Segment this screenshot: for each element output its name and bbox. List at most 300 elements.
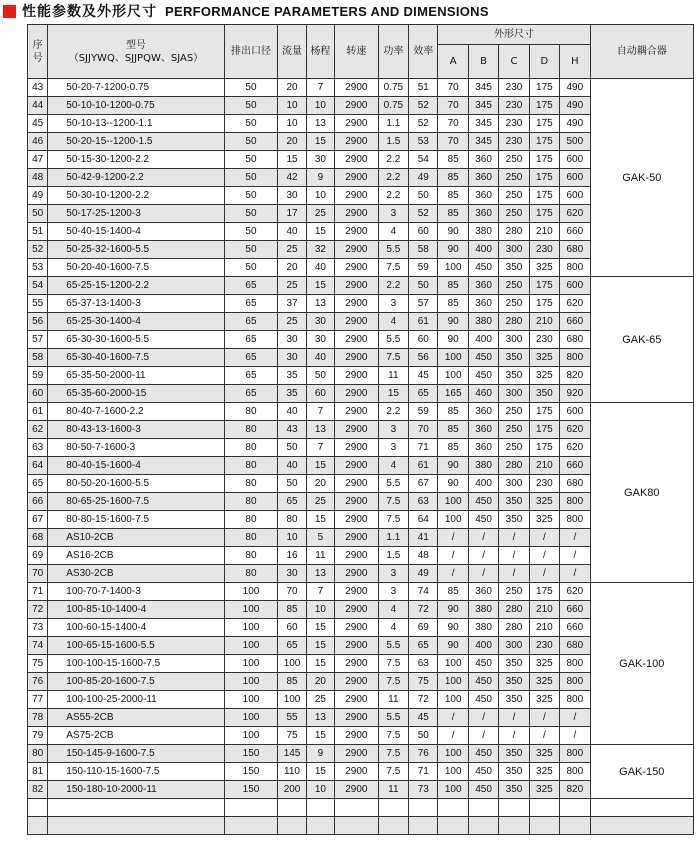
empty-row (28, 799, 694, 817)
cell-seq: 73 (28, 619, 48, 637)
cell-power: 7.5 (378, 763, 408, 781)
cell-dim-d: / (529, 547, 559, 565)
cell-dim-b: / (468, 547, 498, 565)
cell-seq: 54 (28, 277, 48, 295)
cell-model: AS10-2CB (48, 529, 224, 547)
cell-flow: 35 (278, 367, 306, 385)
cell-dim-c: 350 (499, 493, 529, 511)
cell-head: 13 (306, 421, 334, 439)
cell-power: 15 (378, 385, 408, 403)
cell-power: 2.2 (378, 187, 408, 205)
cell-dim-a: 90 (438, 313, 468, 331)
cell-dim-a: 100 (438, 763, 468, 781)
cell-flow: 85 (278, 673, 306, 691)
cell-efficiency: 75 (409, 673, 438, 691)
cell-dim-c: 250 (499, 439, 529, 457)
cell-dim-h: 800 (560, 691, 590, 709)
header-outlet: 排出口径 (224, 25, 278, 79)
cell-model: 100-100-15-1600-7.5 (48, 655, 224, 673)
cell-model: 50-30-10-1200-2.2 (48, 187, 224, 205)
cell-dim-h: 800 (560, 349, 590, 367)
cell-power: 7.5 (378, 511, 408, 529)
cell-dim-h: 680 (560, 637, 590, 655)
cell-flow: 20 (278, 259, 306, 277)
cell-efficiency: 59 (409, 403, 438, 421)
cell-dim-d: 325 (529, 367, 559, 385)
cell-dim-c: 350 (499, 367, 529, 385)
cell-dim-c: 250 (499, 403, 529, 421)
cell-dim-h: 680 (560, 331, 590, 349)
cell-dim-a: / (438, 727, 468, 745)
header-model (48, 25, 224, 79)
cell-speed: 2900 (335, 673, 379, 691)
cell-efficiency: 74 (409, 583, 438, 601)
cell-efficiency: 59 (409, 259, 438, 277)
cell-dim-b: 450 (468, 691, 498, 709)
cell-efficiency: 60 (409, 223, 438, 241)
cell-dim-h: 600 (560, 277, 590, 295)
cell-speed: 2900 (335, 529, 379, 547)
cell-model: 80-40-7-1600-2.2 (48, 403, 224, 421)
cell-head: 5 (306, 529, 334, 547)
cell-flow: 25 (278, 241, 306, 259)
cell-power: 0.75 (378, 97, 408, 115)
cell-dim-h: 800 (560, 493, 590, 511)
cell-power: 3 (378, 421, 408, 439)
cell-dim-a: 85 (438, 169, 468, 187)
cell-speed: 2900 (335, 637, 379, 655)
cell-outlet: 100 (224, 637, 278, 655)
empty-cell (306, 799, 334, 817)
title-english: PERFORMANCE PARAMETERS AND DIMENSIONS (165, 3, 489, 19)
cell-head: 20 (306, 475, 334, 493)
cell-flow: 50 (278, 475, 306, 493)
cell-efficiency: 70 (409, 421, 438, 439)
cell-dim-d: 325 (529, 673, 559, 691)
cell-dim-b: 450 (468, 349, 498, 367)
cell-dim-h: 490 (560, 79, 590, 97)
cell-outlet: 65 (224, 367, 278, 385)
cell-head: 25 (306, 205, 334, 223)
cell-dim-b: 360 (468, 403, 498, 421)
cell-model: 65-35-50-2000-11 (48, 367, 224, 385)
cell-dim-a: 70 (438, 115, 468, 133)
cell-seq: 46 (28, 133, 48, 151)
cell-model: 80-50-20-1600-5.5 (48, 475, 224, 493)
cell-outlet: 100 (224, 601, 278, 619)
cell-efficiency: 50 (409, 727, 438, 745)
empty-cell (278, 817, 306, 835)
cell-outlet: 50 (224, 133, 278, 151)
header-dims: 外形尺寸 (438, 25, 590, 45)
cell-dim-d: 230 (529, 637, 559, 655)
cell-seq: 82 (28, 781, 48, 799)
cell-speed: 2900 (335, 583, 379, 601)
cell-power: 7.5 (378, 493, 408, 511)
cell-dim-c: 300 (499, 475, 529, 493)
cell-dim-d: 175 (529, 169, 559, 187)
cell-seq: 72 (28, 601, 48, 619)
cell-flow: 200 (278, 781, 306, 799)
cell-dim-c: 350 (499, 511, 529, 529)
cell-dim-a: 100 (438, 673, 468, 691)
cell-speed: 2900 (335, 763, 379, 781)
cell-dim-h: 620 (560, 295, 590, 313)
cell-power: 2.2 (378, 277, 408, 295)
cell-dim-c: 350 (499, 763, 529, 781)
cell-dim-c: 250 (499, 205, 529, 223)
empty-cell (48, 817, 224, 835)
cell-dim-c: 350 (499, 745, 529, 763)
cell-dim-d: / (529, 565, 559, 583)
cell-seq: 69 (28, 547, 48, 565)
cell-dim-d: 175 (529, 79, 559, 97)
cell-head: 7 (306, 403, 334, 421)
cell-dim-h: 660 (560, 313, 590, 331)
cell-efficiency: 65 (409, 637, 438, 655)
cell-outlet: 50 (224, 205, 278, 223)
cell-dim-b: 345 (468, 133, 498, 151)
cell-power: 11 (378, 691, 408, 709)
cell-power: 3 (378, 439, 408, 457)
cell-efficiency: 53 (409, 133, 438, 151)
cell-seq: 60 (28, 385, 48, 403)
cell-dim-a: 90 (438, 619, 468, 637)
cell-dim-b: 450 (468, 745, 498, 763)
cell-head: 15 (306, 727, 334, 745)
cell-power: 1.5 (378, 547, 408, 565)
cell-dim-d: 175 (529, 403, 559, 421)
cell-dim-d: 175 (529, 583, 559, 601)
header-dim-b: B (468, 45, 498, 79)
cell-seq: 77 (28, 691, 48, 709)
cell-seq: 48 (28, 169, 48, 187)
table-row (28, 745, 694, 763)
cell-efficiency: 61 (409, 457, 438, 475)
cell-speed: 2900 (335, 547, 379, 565)
cell-seq: 74 (28, 637, 48, 655)
cell-head: 10 (306, 781, 334, 799)
cell-efficiency: 52 (409, 205, 438, 223)
cell-dim-h: 680 (560, 475, 590, 493)
cell-head: 13 (306, 295, 334, 313)
cell-power: 3 (378, 565, 408, 583)
empty-cell (224, 817, 278, 835)
cell-power: 0.75 (378, 79, 408, 97)
cell-dim-h: / (560, 547, 590, 565)
cell-dim-a: 100 (438, 259, 468, 277)
cell-efficiency: 60 (409, 331, 438, 349)
cell-dim-b: 400 (468, 637, 498, 655)
cell-dim-d: 175 (529, 151, 559, 169)
cell-seq: 49 (28, 187, 48, 205)
cell-head: 13 (306, 709, 334, 727)
cell-dim-b: 460 (468, 385, 498, 403)
cell-dim-h: 800 (560, 259, 590, 277)
cell-speed: 2900 (335, 169, 379, 187)
cell-dim-d: 175 (529, 97, 559, 115)
cell-model: 50-20-40-1600-7.5 (48, 259, 224, 277)
cell-speed: 2900 (335, 313, 379, 331)
cell-flow: 75 (278, 727, 306, 745)
cell-dim-c: / (499, 565, 529, 583)
cell-flow: 10 (278, 115, 306, 133)
header-dim-c: C (499, 45, 529, 79)
cell-dim-b: 360 (468, 583, 498, 601)
cell-dim-d: / (529, 709, 559, 727)
cell-dim-h: 620 (560, 439, 590, 457)
cell-outlet: 150 (224, 763, 278, 781)
cell-dim-b: 450 (468, 655, 498, 673)
cell-head: 25 (306, 691, 334, 709)
cell-head: 25 (306, 493, 334, 511)
cell-outlet: 50 (224, 223, 278, 241)
cell-speed: 2900 (335, 133, 379, 151)
cell-efficiency: 41 (409, 529, 438, 547)
cell-efficiency: 52 (409, 115, 438, 133)
cell-speed: 2900 (335, 349, 379, 367)
cell-seq: 63 (28, 439, 48, 457)
cell-head: 15 (306, 763, 334, 781)
cell-dim-c: 300 (499, 385, 529, 403)
cell-efficiency: 71 (409, 439, 438, 457)
cell-dim-d: 230 (529, 475, 559, 493)
cell-seq: 80 (28, 745, 48, 763)
cell-dim-a: 100 (438, 511, 468, 529)
cell-dim-a: 100 (438, 781, 468, 799)
cell-dim-c: 280 (499, 619, 529, 637)
header-coupler: 自动耦合器 (590, 25, 693, 79)
cell-dim-b: 360 (468, 187, 498, 205)
cell-dim-a: 90 (438, 331, 468, 349)
cell-dim-a: 70 (438, 133, 468, 151)
empty-cell (529, 817, 559, 835)
cell-power: 3 (378, 583, 408, 601)
cell-dim-c: 250 (499, 295, 529, 313)
cell-model: 65-25-15-1200-2.2 (48, 277, 224, 295)
cell-efficiency: 63 (409, 493, 438, 511)
cell-dim-h: 920 (560, 385, 590, 403)
cell-flow: 43 (278, 421, 306, 439)
cell-flow: 30 (278, 331, 306, 349)
cell-dim-a: 90 (438, 457, 468, 475)
cell-model: AS75-2CB (48, 727, 224, 745)
cell-flow: 40 (278, 223, 306, 241)
cell-dim-d: 175 (529, 115, 559, 133)
cell-dim-c: 250 (499, 421, 529, 439)
cell-flow: 40 (278, 403, 306, 421)
cell-speed: 2900 (335, 385, 379, 403)
cell-dim-c: 280 (499, 313, 529, 331)
cell-dim-c: 230 (499, 133, 529, 151)
cell-outlet: 80 (224, 403, 278, 421)
cell-power: 3 (378, 295, 408, 313)
cell-dim-a: 90 (438, 223, 468, 241)
cell-seq: 75 (28, 655, 48, 673)
cell-speed: 2900 (335, 475, 379, 493)
cell-dim-a: 85 (438, 277, 468, 295)
cell-dim-a: 100 (438, 349, 468, 367)
cell-dim-c: 280 (499, 457, 529, 475)
cell-power: 4 (378, 601, 408, 619)
cell-dim-h: 800 (560, 673, 590, 691)
cell-dim-b: 360 (468, 439, 498, 457)
cell-dim-a: 85 (438, 439, 468, 457)
cell-dim-c: 300 (499, 637, 529, 655)
cell-model: 100-70-7-1400-3 (48, 583, 224, 601)
cell-flow: 85 (278, 601, 306, 619)
header-head: 杨程 (306, 25, 334, 79)
empty-cell (378, 817, 408, 835)
cell-dim-b: / (468, 709, 498, 727)
empty-cell (560, 799, 590, 817)
cell-dim-c: 250 (499, 151, 529, 169)
cell-outlet: 50 (224, 151, 278, 169)
cell-dim-a: 85 (438, 403, 468, 421)
cell-model: 50-20-7-1200-0.75 (48, 79, 224, 97)
cell-seq: 58 (28, 349, 48, 367)
cell-head: 10 (306, 601, 334, 619)
cell-dim-a: 70 (438, 97, 468, 115)
cell-speed: 2900 (335, 241, 379, 259)
cell-power: 5.5 (378, 241, 408, 259)
cell-efficiency: 52 (409, 97, 438, 115)
cell-dim-a: 85 (438, 295, 468, 313)
cell-model: 150-145-9-1600-7.5 (48, 745, 224, 763)
cell-speed: 2900 (335, 79, 379, 97)
header-power: 功率 (378, 25, 408, 79)
cell-dim-b: 400 (468, 475, 498, 493)
header-dim-a: A (438, 45, 468, 79)
empty-cell (499, 799, 529, 817)
cell-power: 4 (378, 313, 408, 331)
cell-dim-d: 175 (529, 133, 559, 151)
cell-speed: 2900 (335, 511, 379, 529)
cell-speed: 2900 (335, 781, 379, 799)
cell-dim-a: / (438, 709, 468, 727)
cell-dim-a: 85 (438, 421, 468, 439)
cell-dim-d: 210 (529, 601, 559, 619)
cell-dim-b: 450 (468, 511, 498, 529)
cell-speed: 2900 (335, 97, 379, 115)
table-row (28, 583, 694, 601)
cell-model: 80-80-15-1600-7.5 (48, 511, 224, 529)
cell-efficiency: 49 (409, 169, 438, 187)
cell-coupler: GAK-50 (590, 79, 693, 277)
empty-cell (529, 799, 559, 817)
cell-efficiency: 76 (409, 745, 438, 763)
empty-cell (278, 799, 306, 817)
cell-model: 50-20-15--1200-1.5 (48, 133, 224, 151)
cell-dim-b: 360 (468, 277, 498, 295)
cell-model: 50-17-25-1200-3 (48, 205, 224, 223)
cell-dim-c: 350 (499, 259, 529, 277)
cell-dim-d: 325 (529, 493, 559, 511)
cell-outlet: 80 (224, 439, 278, 457)
cell-dim-h: 800 (560, 763, 590, 781)
cell-head: 13 (306, 565, 334, 583)
cell-outlet: 50 (224, 79, 278, 97)
cell-head: 30 (306, 151, 334, 169)
cell-dim-d: 325 (529, 349, 559, 367)
cell-model: AS55-2CB (48, 709, 224, 727)
cell-seq: 43 (28, 79, 48, 97)
cell-outlet: 100 (224, 673, 278, 691)
cell-head: 15 (306, 457, 334, 475)
cell-outlet: 80 (224, 529, 278, 547)
cell-head: 15 (306, 133, 334, 151)
cell-speed: 2900 (335, 457, 379, 475)
cell-seq: 56 (28, 313, 48, 331)
cell-speed: 2900 (335, 295, 379, 313)
cell-dim-h: / (560, 727, 590, 745)
empty-cell (409, 817, 438, 835)
cell-dim-h: 600 (560, 151, 590, 169)
cell-head: 9 (306, 745, 334, 763)
cell-speed: 2900 (335, 619, 379, 637)
cell-dim-d: 230 (529, 331, 559, 349)
cell-seq: 52 (28, 241, 48, 259)
cell-dim-c: 280 (499, 601, 529, 619)
cell-flow: 20 (278, 79, 306, 97)
cell-power: 5.5 (378, 709, 408, 727)
cell-dim-h: 600 (560, 169, 590, 187)
cell-flow: 17 (278, 205, 306, 223)
cell-dim-a: 85 (438, 151, 468, 169)
cell-dim-a: 100 (438, 745, 468, 763)
cell-power: 7.5 (378, 745, 408, 763)
cell-flow: 50 (278, 439, 306, 457)
cell-dim-c: 250 (499, 169, 529, 187)
cell-model: 50-10-13--1200-1.1 (48, 115, 224, 133)
cell-speed: 2900 (335, 691, 379, 709)
cell-dim-h: 600 (560, 187, 590, 205)
cell-seq: 79 (28, 727, 48, 745)
table-row (28, 277, 694, 295)
cell-dim-b: 360 (468, 151, 498, 169)
cell-seq: 81 (28, 763, 48, 781)
cell-model: 100-100-25-2000-11 (48, 691, 224, 709)
cell-dim-a: 70 (438, 79, 468, 97)
cell-dim-b: 450 (468, 673, 498, 691)
cell-dim-c: / (499, 547, 529, 565)
cell-speed: 2900 (335, 277, 379, 295)
cell-speed: 2900 (335, 745, 379, 763)
cell-flow: 10 (278, 97, 306, 115)
cell-efficiency: 54 (409, 151, 438, 169)
header-speed: 转速 (335, 25, 379, 79)
cell-power: 5.5 (378, 475, 408, 493)
cell-speed: 2900 (335, 421, 379, 439)
cell-seq: 50 (28, 205, 48, 223)
cell-dim-h: 660 (560, 457, 590, 475)
cell-power: 5.5 (378, 331, 408, 349)
cell-efficiency: 72 (409, 601, 438, 619)
cell-dim-b: / (468, 565, 498, 583)
cell-dim-b: 380 (468, 313, 498, 331)
cell-flow: 10 (278, 529, 306, 547)
cell-dim-d: / (529, 529, 559, 547)
cell-seq: 66 (28, 493, 48, 511)
cell-dim-c: 350 (499, 673, 529, 691)
empty-cell (590, 799, 693, 817)
header-model-main: 型号 (125, 39, 146, 51)
cell-flow: 40 (278, 457, 306, 475)
cell-dim-c: 250 (499, 187, 529, 205)
cell-power: 11 (378, 781, 408, 799)
cell-dim-d: 350 (529, 385, 559, 403)
cell-dim-d: 325 (529, 763, 559, 781)
